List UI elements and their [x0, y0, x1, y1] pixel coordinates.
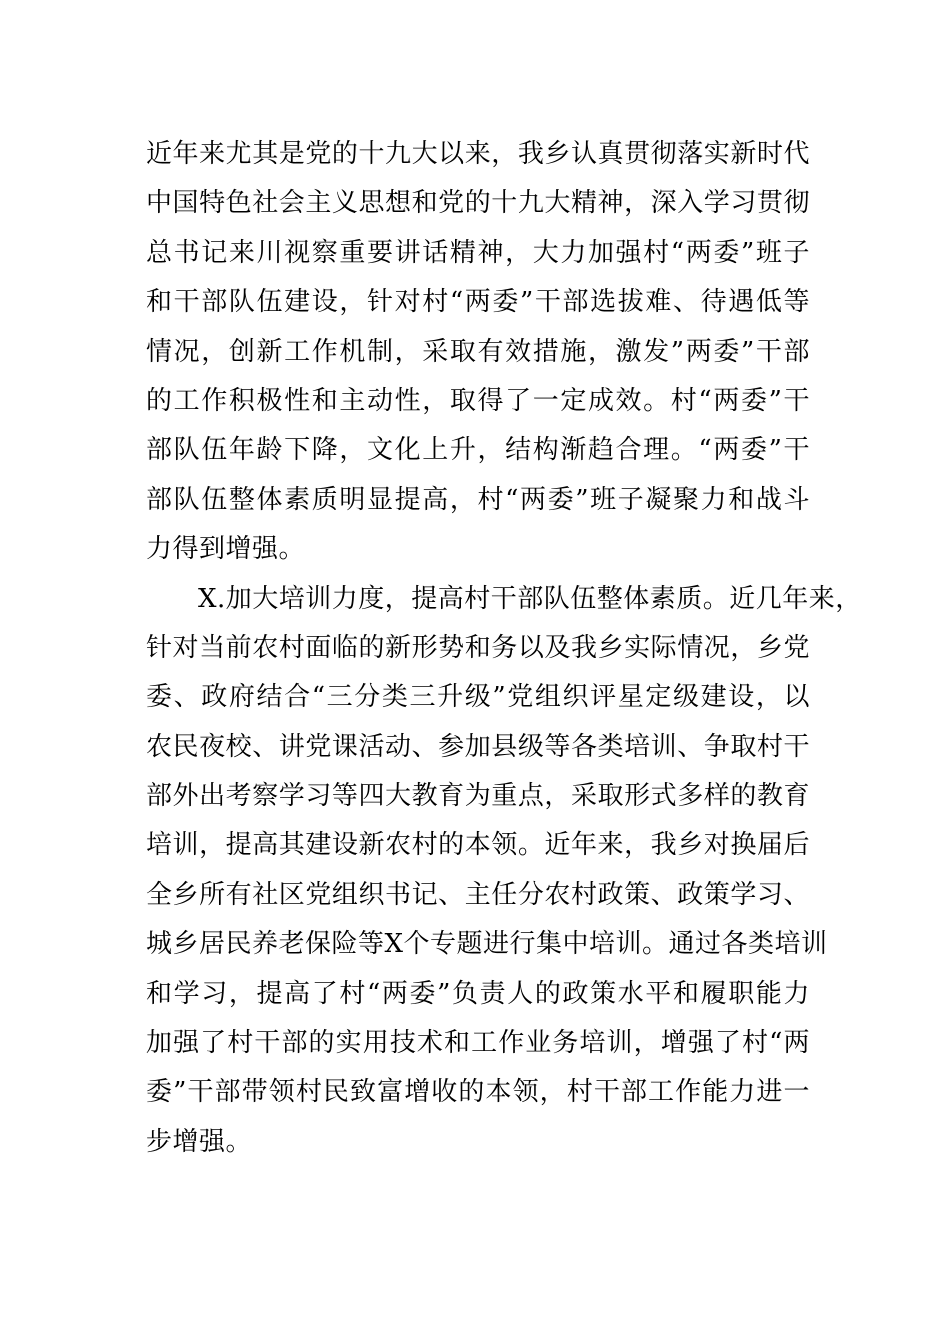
body-text	[146, 130, 862, 1167]
paragraph-1-line-9: 力得到增强。	[146, 534, 306, 565]
paragraph-1-line-1: 近年来尤其是党的十九大以来，我乡认真贯彻落实新时代	[146, 139, 810, 169]
paragraph-2-line-5: 部外出考察学习等四大教育为重点，采取形式多样的教育	[146, 781, 810, 812]
paragraph-2-line-6: 培训，提高其建设新农村的本领。近年来，我乡对换届后	[146, 830, 810, 861]
paragraph-2-line-9: 和学习，提高了村“两委”负责人的政策水平和履职能力	[146, 978, 810, 1009]
paragraph-2-line-1: X.加大培训力度，提高村干部队伍整体素质。近几年来，	[198, 583, 862, 614]
paragraph-2-line-3: 委、政府结合“三分类三升级”党组织评星定级建设，以	[146, 682, 810, 713]
paragraph-1-line-8: 部队伍整体素质明显提高，村“两委”班子凝聚力和战斗	[146, 484, 810, 515]
paragraph-1-line-2: 中国特色社会主义思想和党的十九大精神，深入学习贯彻	[146, 188, 810, 219]
paragraph-2-line-2: 针对当前农村面临的新形势和务以及我乡实际情况，乡党	[146, 632, 810, 663]
paragraph-2-line-10: 加强了村干部的实用技术和工作业务培训，增强了村“两	[146, 1028, 810, 1059]
paragraph-2-line-8: 城乡居民养老保险等X个专题进行集中培训。通过各类培训	[146, 929, 828, 960]
paragraph-2-line-7: 全乡所有社区党组织书记、主任分农村政策、政策学习、	[146, 879, 810, 910]
paragraph-2-line-12: 步增强。	[146, 1126, 253, 1157]
paragraph-1-line-5: 情况，创新工作机制，采取有效措施，激发”两委”干部	[146, 336, 810, 367]
paragraph-1-line-6: 的工作积极性和主动性，取得了一定成效。村“两委”干	[146, 385, 810, 416]
paragraph-1-line-3: 总书记来川视察重要讲话精神，大力加强村“两委”班子	[146, 237, 810, 268]
paragraph-2-line-4: 农民夜校、讲党课活动、参加县级等各类培训、争取村干	[146, 731, 810, 762]
paragraph-1-line-4: 和干部队伍建设，针对村“两委”干部选拔难、待遇低等	[146, 287, 810, 318]
paragraph-2-line-11: 委”干部带领村民致富增收的本领，村干部工作能力进一	[146, 1077, 810, 1108]
paragraph-1-line-7: 部队伍年龄下降，文化上升，结构渐趋合理。“两委”干	[146, 435, 810, 466]
